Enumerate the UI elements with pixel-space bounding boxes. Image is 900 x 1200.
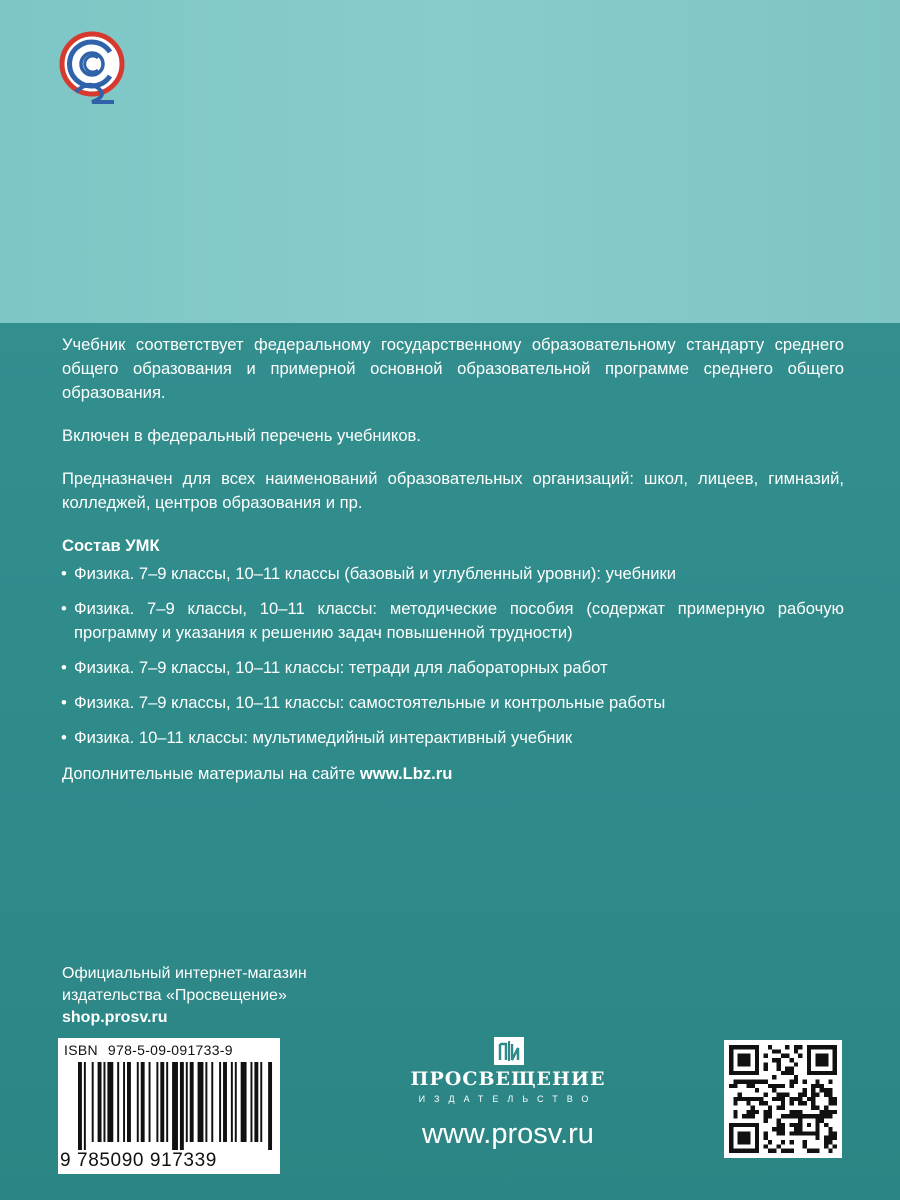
umk-heading: Состав УМК: [62, 536, 160, 555]
barcode-icon: [78, 1062, 274, 1150]
prosveshchenie-logo-icon: [493, 1036, 525, 1066]
qr-panel: [724, 1040, 842, 1158]
barcode-panel: [58, 1038, 280, 1174]
shop-line-1: Официальный интернет-магазин: [62, 965, 307, 982]
qr-code-icon[interactable]: [729, 1045, 837, 1153]
extra-materials: [62, 762, 844, 786]
publisher-emblem-icon: [58, 30, 130, 106]
isbn-number: 978-5-09-091733-9: [107, 1042, 233, 1058]
cover-top-band: [0, 0, 900, 323]
paragraph-federal-list: Включен в федеральный перечень учебников.: [62, 426, 421, 445]
paragraph-audience: Предназначен для всех наименований образовательных организаций: школ, лицеев, гимназий, колледжей, центров образования и пр.: [62, 469, 844, 512]
isbn-label: ISBN: [64, 1042, 98, 1058]
barcode-digits: 9 785090 917339: [60, 1150, 217, 1171]
publisher-block: [388, 1036, 628, 1176]
publisher-subtitle: ИЗДАТЕЛЬСТВО: [418, 1094, 598, 1104]
list-item: • Физика. 7–9 классы, 10–11 классы: методические пособия (содержат примерную рабочую программу и указания к решению задач повышенной трудности): [62, 597, 844, 645]
list-item: • Физика. 7–9 классы, 10–11 классы: тетради для лабораторных работ: [62, 656, 844, 680]
paragraph-standard: Учебник соответствует федеральному государственному образовательному стандарту среднего общего образования и примерной основной образовательной программе среднего общего образования.: [62, 335, 844, 402]
shop-line-2: издательства «Просвещение»: [62, 987, 287, 1004]
list-item: • Физика. 7–9 классы, 10–11 классы (базовый и углубленный уровни): учебники: [62, 562, 844, 586]
shop-link[interactable]: shop.prosv.ru: [62, 1009, 168, 1026]
extra-materials-text: Дополнительные материалы на сайте: [62, 764, 360, 783]
publisher-name: ПРОСВЕЩЕНИЕ: [410, 1068, 606, 1090]
list-item: • Физика. 7–9 классы, 10–11 классы: самостоятельные и контрольные работы: [62, 691, 844, 715]
publisher-url[interactable]: www.prosv.ru: [422, 1118, 594, 1150]
list-item: • Физика. 10–11 классы: мультимедийный интерактивный учебник: [62, 726, 844, 750]
extra-materials-link[interactable]: www.Lbz.ru: [359, 764, 453, 783]
umk-list: [62, 562, 844, 750]
isbn-text: [64, 1042, 233, 1058]
annotation-text: [62, 333, 844, 786]
shop-info: [62, 963, 307, 1029]
